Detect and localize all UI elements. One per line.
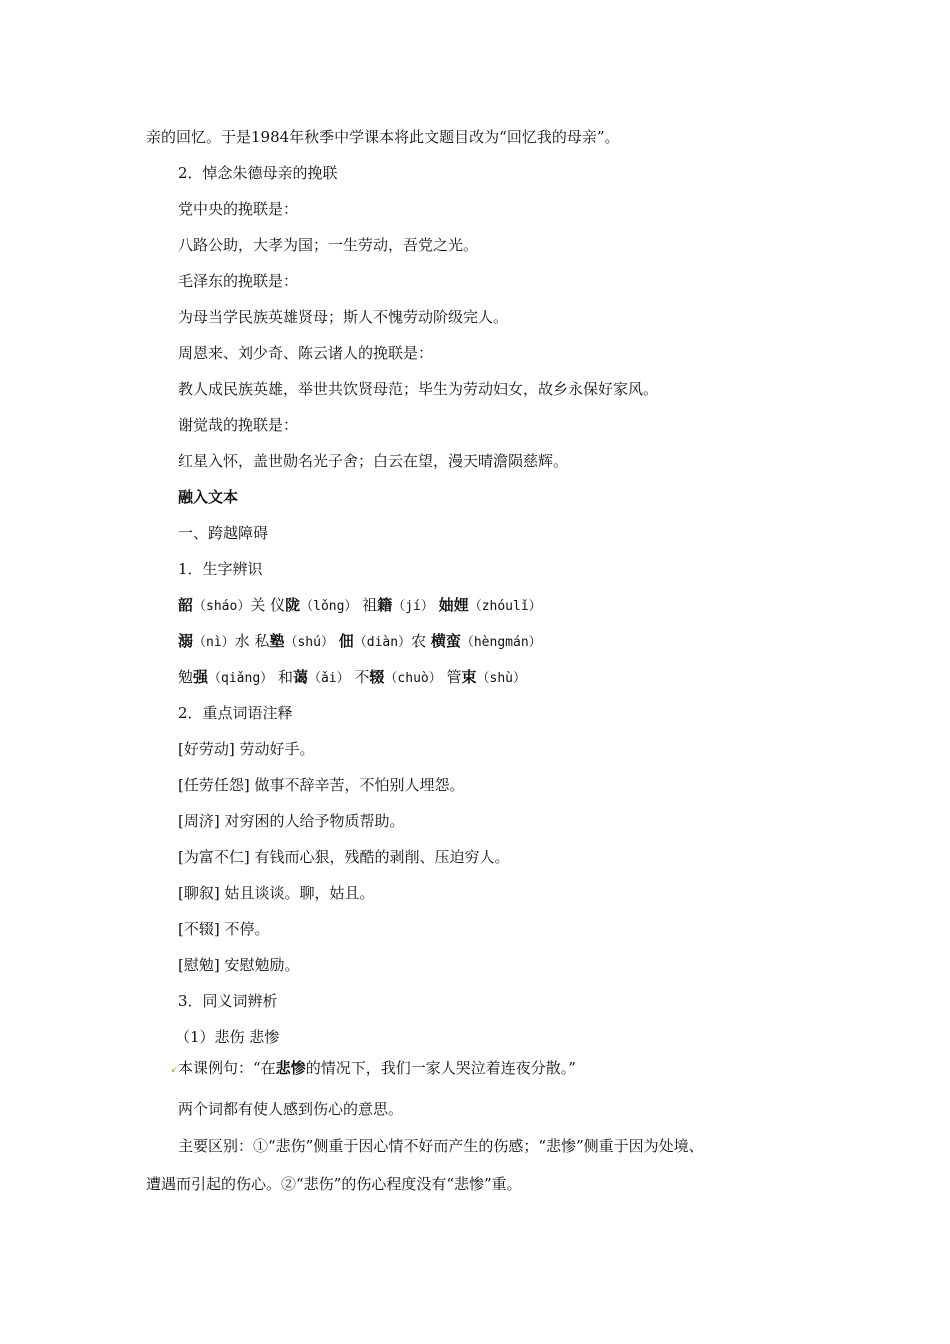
char-row-1 bbox=[178, 595, 542, 617]
vocab-char: 辍 bbox=[369, 668, 385, 686]
vocab-char: 强 bbox=[193, 668, 209, 686]
example-sentence bbox=[178, 1058, 576, 1078]
term-note: [聊叙] 姑且谈谈。聊，姑且。 bbox=[178, 884, 375, 902]
example-text: 的情况下，我们一家人哭泣着连夜分散。” bbox=[305, 1059, 576, 1077]
char-row-2 bbox=[178, 631, 542, 653]
pinyin: （hèngmán） bbox=[460, 635, 542, 650]
anchor-mark-icon: ↙ bbox=[171, 1065, 178, 1074]
context-text: 不 bbox=[349, 668, 370, 686]
subheading-character-recognition: 1．生字辨识 bbox=[178, 560, 263, 578]
subheading-term-notes: 2．重点词语注释 bbox=[178, 704, 293, 722]
couplet-text-party: 八路公助，大孝为国；一生劳动，吾党之光。 bbox=[178, 236, 479, 254]
term-note: [慰勉] 安慰勉励。 bbox=[178, 956, 300, 974]
vocab-char: 溺 bbox=[178, 632, 194, 650]
pinyin: （jí） bbox=[392, 599, 434, 614]
vocab-char: 妯娌 bbox=[438, 596, 469, 614]
vocab-char: 横蛮 bbox=[430, 632, 461, 650]
term-note: [好劳动] 劳动好手。 bbox=[178, 740, 315, 758]
pinyin: （lǒng） bbox=[300, 599, 358, 614]
context-text: 管 bbox=[441, 668, 462, 686]
synonym-common-meaning: 两个词都有使人感到伤心的意思。 bbox=[178, 1100, 404, 1118]
context-text: 祖 bbox=[357, 596, 378, 614]
subheading-elegiac-couplets: 2．悼念朱德母亲的挽联 bbox=[178, 164, 338, 182]
vocab-char: 佃 bbox=[338, 632, 354, 650]
context-text: 关 仪 bbox=[250, 596, 286, 614]
part-heading: 一、跨越障碍 bbox=[178, 524, 269, 542]
couplet-label-party: 党中央的挽联是： bbox=[178, 200, 299, 218]
couplet-label-mao: 毛泽东的挽联是： bbox=[178, 272, 299, 290]
context-text: 勉 bbox=[178, 668, 194, 686]
pinyin: （zhóulǐ） bbox=[468, 599, 542, 614]
synonym-difference-continued: 遭遇而引起的伤心。②“悲伤”的伤心程度没有“悲惨”重。 bbox=[146, 1175, 522, 1193]
pinyin: （shú） bbox=[284, 635, 334, 650]
example-keyword: 悲惨 bbox=[275, 1059, 306, 1077]
vocab-char: 陇 bbox=[285, 596, 301, 614]
synonym-difference: 主要区别：①“悲伤”侧重于因心情不好而产生的伤感；“悲惨”侧重于因为处境、 bbox=[178, 1137, 704, 1155]
context-text: 农 bbox=[411, 632, 431, 650]
pinyin: （sháo） bbox=[193, 599, 251, 614]
couplet-text-xie: 红星入怀，盖世勋名光子舍；白云在望，漫天晴澹陨慈辉。 bbox=[178, 452, 569, 470]
char-row-3 bbox=[178, 667, 526, 689]
couplet-label-xie: 谢觉哉的挽联是： bbox=[178, 416, 299, 434]
term-note: [不辍] 不停。 bbox=[178, 920, 270, 938]
paragraph-continuation: 亲的回忆。于是1984年秋季中学课本将此文题目改为“回忆我的母亲”。 bbox=[146, 128, 620, 146]
couplet-text-mao: 为母当学民族英雄贤母；斯人不愧劳动阶级完人。 bbox=[178, 308, 509, 326]
vocab-char: 籍 bbox=[377, 596, 393, 614]
term-note: [为富不仁] 有钱而心狠，残酷的剥削、压迫穷人。 bbox=[178, 848, 510, 866]
couplet-text-zhou: 教人成民族英雄，举世共饮贤母范；毕生为劳动妇女，故乡永保好家风。 bbox=[178, 380, 659, 398]
synonym-pair: （1）悲伤 悲惨 bbox=[175, 1028, 280, 1046]
pinyin: （nì） bbox=[193, 635, 235, 650]
pinyin: （diàn） bbox=[353, 635, 412, 650]
pinyin: （qiǎng） bbox=[208, 671, 274, 686]
vocab-char: 韶 bbox=[178, 596, 194, 614]
section-heading: 融入文本 bbox=[178, 488, 239, 506]
vocab-char: 束 bbox=[461, 668, 477, 686]
vocab-char: 塾 bbox=[269, 632, 285, 650]
couplet-label-zhou: 周恩来、刘少奇、陈云诸人的挽联是： bbox=[178, 344, 434, 362]
context-text: 和 bbox=[273, 668, 293, 686]
term-note: [周济] 对穷困的人给予物质帮助。 bbox=[178, 812, 405, 830]
pinyin: （ǎi） bbox=[307, 671, 350, 686]
pinyin: （chuò） bbox=[384, 671, 442, 686]
example-text: 本课例句：“在 bbox=[178, 1059, 276, 1077]
term-note: [任劳任怨] 做事不辞辛苦，不怕别人埋怨。 bbox=[178, 776, 465, 794]
context-text: 水 私 bbox=[234, 632, 270, 650]
subheading-synonyms: 3．同义词辨析 bbox=[178, 992, 278, 1010]
vocab-char: 蔼 bbox=[292, 668, 308, 686]
pinyin: （shù） bbox=[476, 671, 527, 686]
